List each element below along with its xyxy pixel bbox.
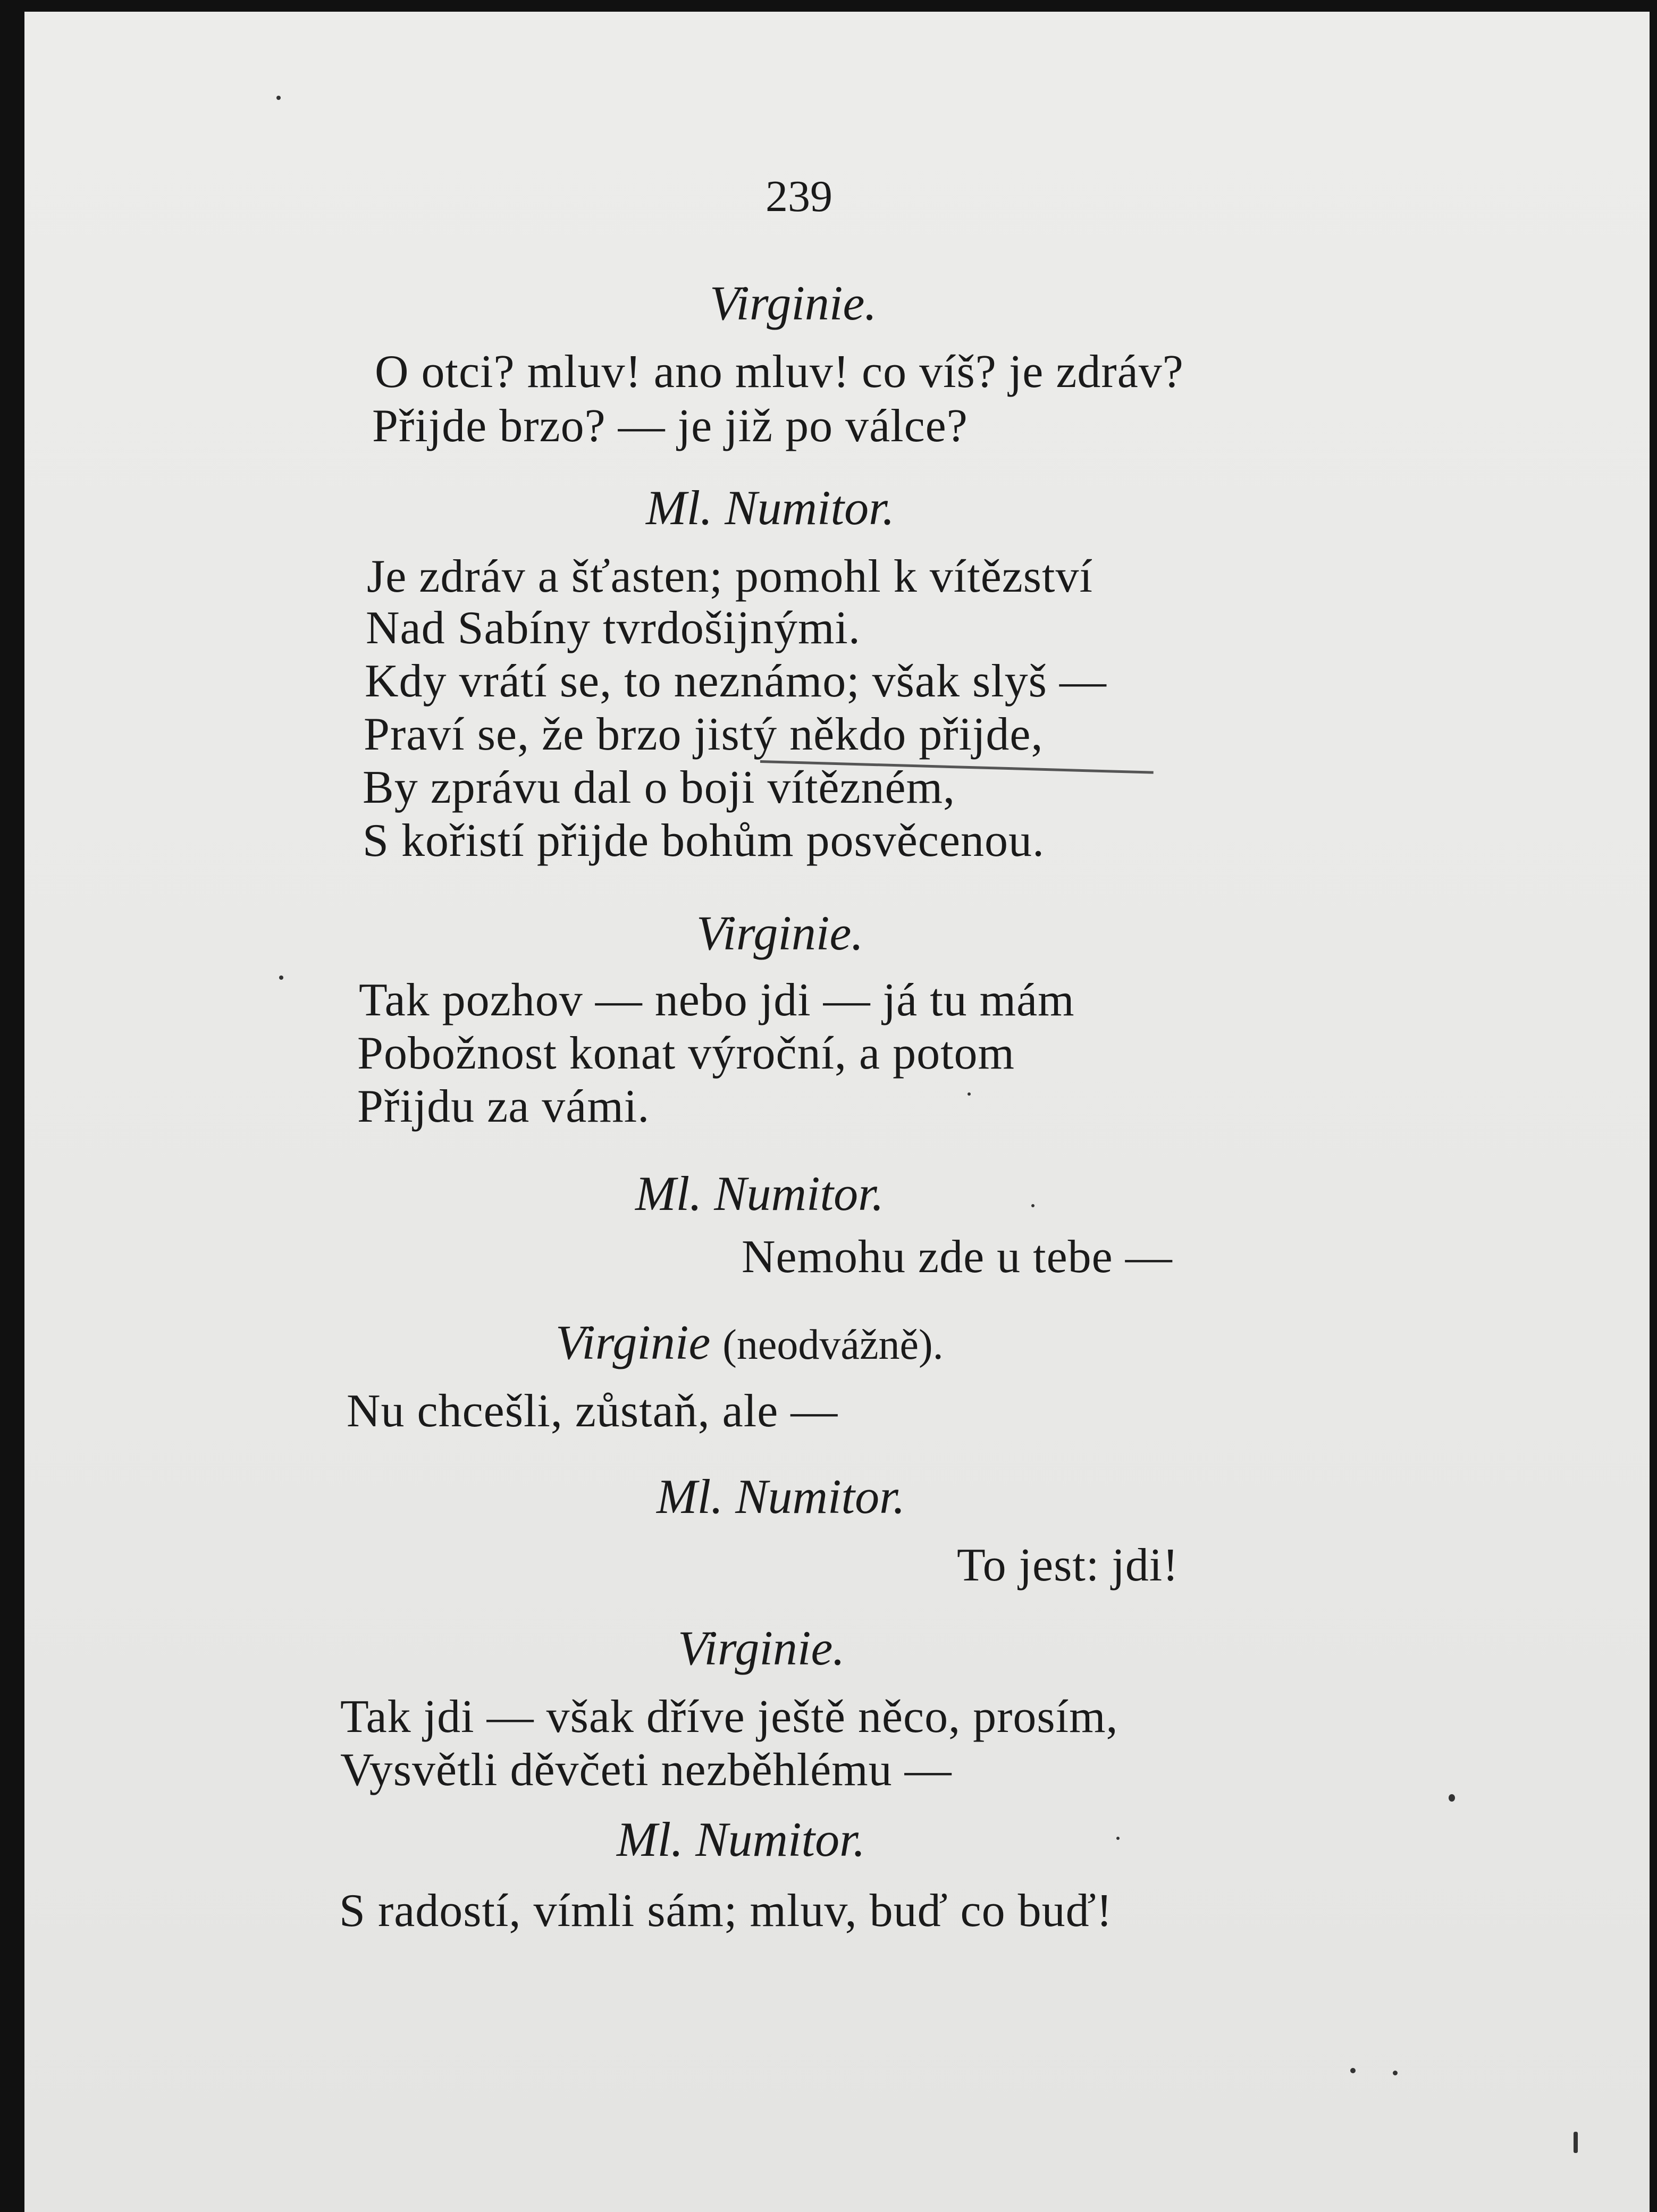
page-number: 239 [766,172,832,221]
verse-line-13: Nu chcešli, zůstaň, ale — [347,1385,838,1437]
verse-line-3: Je zdráv a šťasten; pomohl k vítězství [367,551,1093,602]
stage-direction: (neodvážně). [722,1322,944,1368]
speaker-numitor-3: Ml. Numitor. [657,1469,905,1524]
verse-line-14: To jest: jdi! [957,1540,1179,1591]
verse-line-1: O otci? mluv! ano mluv! co víš? je zdráv? [375,346,1184,398]
verse-line-12: Nemohu zde u tebe — [742,1231,1173,1283]
scan-speck [1449,1794,1455,1802]
scan-border-right [1650,0,1657,2212]
scan-speck [276,96,281,100]
scan-speck [1350,2068,1356,2073]
scan-speck [1574,2132,1578,2153]
scan-speck [968,1092,971,1096]
verse-line-5: Kdy vrátí se, to neznámo; však slyš — [365,655,1107,707]
verse-line-15: Tak jdi — však dříve ještě něco, prosím, [340,1691,1118,1743]
speaker-name: Virginie [556,1315,711,1369]
speaker-numitor-4: Ml. Numitor. [617,1812,865,1866]
verse-line-17: S radostí, vímli sám; mluv, buď co buď! [339,1885,1113,1937]
scan-speck [1393,2071,1398,2075]
verse-line-10: Pobožnost konat výroční, a potom [357,1028,1015,1079]
scan-border-left [0,0,24,2212]
scan-speck [279,975,283,980]
verse-line-16: Vysvětli děvčeti nezběhlému — [340,1744,952,1796]
speaker-virginie-1: Virginie. [710,276,877,330]
verse-line-2: Přijde brzo? — je již po válce? [372,400,968,452]
verse-line-7: By zprávu dal o boji vítězném, [363,762,956,813]
speaker-virginie-3 [556,1316,944,1372]
verse-line-9: Tak pozhov — nebo jdi — já tu mám [359,974,1075,1026]
verse-line-6: Praví se, že brzo jistý někdo přijde, [364,709,1044,760]
scan-speck [1031,1204,1034,1207]
speaker-virginie-2: Virginie. [696,906,864,960]
speaker-virginie-4: Virginie. [678,1621,845,1675]
speaker-numitor-1: Ml. Numitor. [646,481,895,535]
verse-line-4: Nad Sabíny tvrdošijnými. [366,602,861,654]
verse-line-8: S kořistí přijde bohům posvěcenou. [363,815,1045,867]
speaker-numitor-2: Ml. Numitor. [635,1166,884,1221]
scan-speck [1116,1837,1120,1840]
verse-line-11: Přijdu za vámi. [357,1081,650,1132]
scan-border-top [0,0,1657,12]
